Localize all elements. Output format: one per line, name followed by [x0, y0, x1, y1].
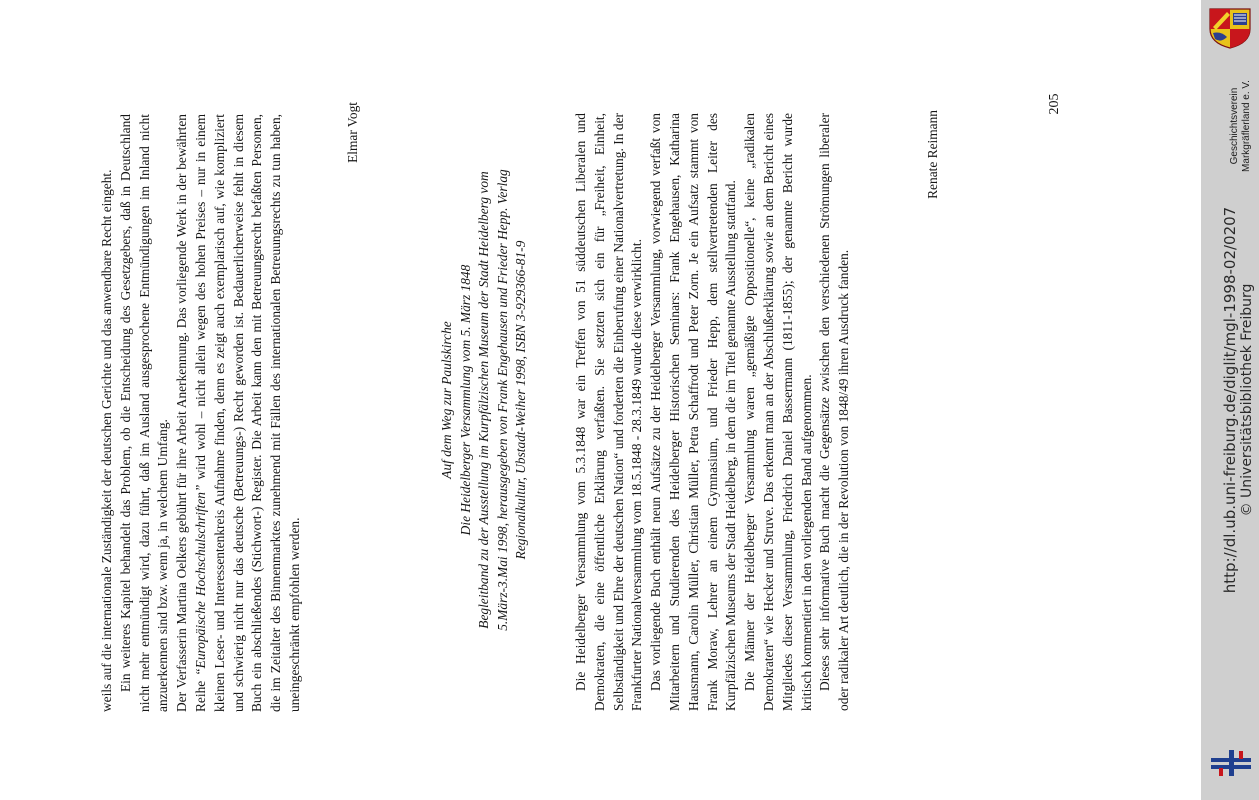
- review1-paragraph-2: Ein weiteres Kapitel behandelt das Problem, ob die Entscheidung des Gesetzgebers, daß in Deutschland nicht mehr entmündigt wird, dazu führt, daß im Ausland ausgesprochene Entmündigungen im Inland nicht anzuerkennen sind bzw. wenn ja, in welchem Umfang.: [117, 114, 171, 712]
- review1-paragraph-3-end: wird wohl – nicht allein wegen des hohen Preises – nur in einem kleinen Leser- und Interessentenkreis Aufnahme finden, denn es zeigt auch exemplarisch auf, wie kompliziert und schwierig nicht nur das deutsche (Betreuungs-) Recht geworden ist. Bedauerlicherweise fehlt in diesem Buch ein abschließendes (Stichwort-) Register. Die Arbeit kann den mit Betreuungsrecht befaßten Personen, die im Zeitalter des Binnenmarktes zunehmend mit Fällen des internationalen Betreuungsrechts zu tun haben, uneingeschränkt empfohlen werden.: [192, 113, 302, 712]
- society-name-line-2: Markgräflerland e. V.: [1241, 80, 1252, 172]
- book-title: Auf dem Weg zur Paulskirche: [439, 321, 454, 479]
- review1-paragraph-3-start: Der Verfasserin Martina Oelkers gebührt für ihre Arbeit Anerkennung. Das vorliegende Werk in der bewährten Reihe: [174, 114, 208, 712]
- society-name-line-1: Geschichtsverein: [1229, 87, 1240, 165]
- review1-paragraph-1: weils auf die internationale Zuständigkeit der deutschen Gerichte und das anwendbare Recht eingeht.: [99, 169, 114, 712]
- review2-paragraph-2: Das vorliegende Buch enthält neun Aufsätze zu der Heidelberger Versammlung, vorwiegend verfaßt von Mitarbeitern und Studierenden des Heidelberger Historischen Seminars: Frank Engehausen, Katharina Hausmann, Carolin Müller, Christian Müller, Petra Schaffrodt und Peter Zorn. Je ein Aufsatz stammt von Frank Moraw, Lehrer an einem Gymnasium, und Frieder Hepp, dem stellvertretenden Leiter des Kurpfälzischen Museums der Stadt Heidelberg, in dem die im Titel genannte Ausstellung stattfand.: [648, 113, 739, 711]
- markgraeflerland-crest-icon: [1207, 7, 1253, 49]
- ub-freiburg-logo-icon: [1209, 748, 1253, 778]
- review2-paragraph-1: Die Heidelberger Versammlung vom 5.3.1848 war ein Treffen von 51 süddeutschen Liberalen und Demokraten, die eine öffentliche Erklärung verfaßten. Sie setzten sich ein für „Freiheit, Einheit, Selbständigkeit und Ehre der deutschen Nation“ und forderten die Einberufung einer Nationalvertretung. In der Frankfurter Nationalversammlung vom 18.5.1848 - 28.3.1849 wurde diese verwirklicht.: [573, 113, 645, 711]
- society-name: [1229, 80, 1253, 172]
- copyright-notice: © Universitätsbibliothek Freiburg: [1239, 283, 1255, 517]
- review1-paragraph-3: [173, 114, 305, 712]
- book-details-line-2: 5.März-3.Mai 1998, herausgegeben von Frank Engehausen und Frieder Hepp. Verlag: [494, 169, 510, 631]
- series-title: “Europäische Hochschulschriften”: [192, 484, 208, 676]
- review-vogt-text: [98, 114, 305, 712]
- review2-paragraph-3: Die Männer der Heidelberger Versammlung waren „gemäßigte Oppositionelle“, keine „radikalen Demokraten“ wie Hecker und Struve. Das erkennt man an der Abschlußerklärung sowie an dem Bericht eines Mitgliedes dieser Versammlung, Friedrich Daniel Bassermann (1811-1855); der genannte Bericht wurde kritisch kommentiert in den vorliegenden Band aufgenommen.: [742, 113, 814, 711]
- review1-author: Elmar Vogt: [345, 102, 360, 163]
- book-subtitle: Die Heidelberger Versammlung vom 5. März 1848: [457, 264, 473, 536]
- page-number: 205: [1047, 93, 1062, 115]
- permalink-url[interactable]: http://dl.ub.uni-freiburg.de/diglit/mgl-1998-02/0207: [1221, 206, 1239, 594]
- review2-paragraph-4: Dieses sehr informative Buch macht die Gegensätze zwischen den verschiedenen Strömungen liberaler oder radikaler Art deutlich, die in der Revolution von 1848/49 ihren Ausdruck fanden.: [817, 113, 852, 711]
- book-details-line-3: Regionalkultur, Ubstadt-Weiher 1998, ISBN 3-929366-81-9: [513, 240, 529, 560]
- book-bibliography: [438, 80, 531, 720]
- review-reimann-text: [572, 113, 854, 711]
- review2-author: Renate Reimann: [925, 110, 940, 199]
- book-details-line-1: Begleitband zu der Ausstellung im Kurpfälzischen Museum der Stadt Heidelberg vom: [476, 171, 492, 629]
